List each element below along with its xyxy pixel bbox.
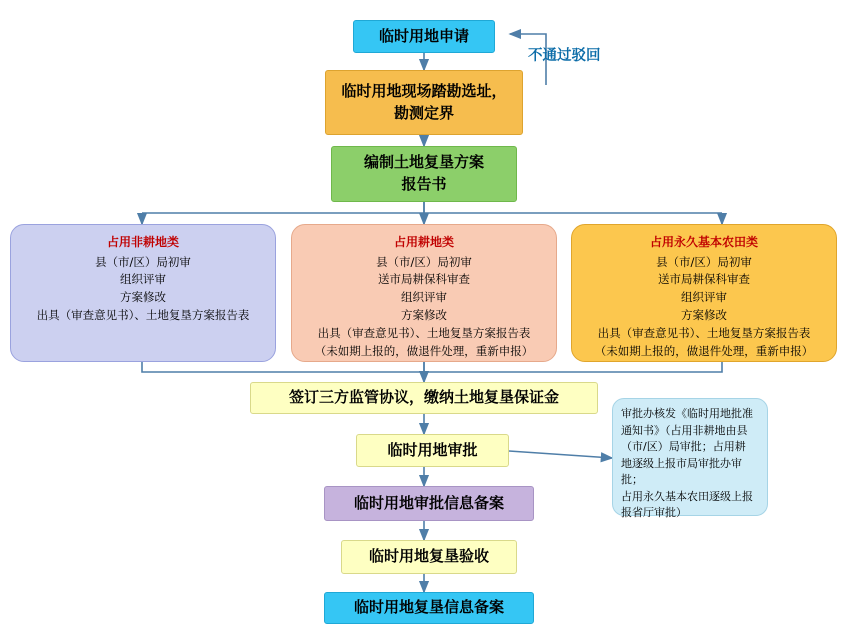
node-site-survey[interactable] <box>325 70 523 135</box>
panel-permanent-basic-farmland-line-3: 组织评审 <box>681 290 727 305</box>
panel-farmland[interactable] <box>291 224 557 362</box>
panel-farmland-line-3: 组织评审 <box>401 290 447 305</box>
node-reclamation-plan[interactable] <box>331 146 517 202</box>
note-line-6: 报省厅审批） <box>621 506 687 519</box>
panel-permanent-basic-farmland-line-5: 出具（审查意见书）、土地复垦方案报告表 <box>597 325 811 340</box>
note-line-3: （市/区）局审批；占用耕 <box>621 440 746 453</box>
panel-farmland-line-6: （未如期上报的，做退件处理，重新申报） <box>314 343 534 358</box>
note-line-5: 占用永久基本农田逐级上报 <box>621 489 753 503</box>
panel-farmland-line-2: 送市局耕保科审查 <box>378 272 470 287</box>
node-reclamation-plan-line2: 报告书 <box>401 175 447 193</box>
panel-non-farmland-line-4: 出具（审查意见书）、土地复垦方案报告表 <box>36 308 250 323</box>
node-temporary-land-approval-label: 临时用地审批 <box>387 440 478 459</box>
panel-permanent-basic-farmland-title: 占用永久基本农田类 <box>649 235 758 249</box>
panel-farmland-line-4: 方案修改 <box>401 308 447 323</box>
node-site-survey-line1: 临时用地现场踏勘选址， <box>341 81 507 100</box>
node-approval-record[interactable] <box>324 486 534 521</box>
panel-non-farmland-title: 占用非耕地类 <box>106 235 179 249</box>
node-supervision-agreement[interactable] <box>250 382 598 414</box>
node-apply-label: 临时用地申请 <box>378 26 469 45</box>
node-reclamation-acceptance-label: 临时用地复垦验收 <box>368 547 489 566</box>
panel-non-farmland-line-1: 县（市/区）局初审 <box>95 254 191 269</box>
panel-farmland-title: 占用耕地类 <box>393 235 454 249</box>
note-approval-issuance <box>612 398 768 519</box>
reject-label: 不通过驳回 <box>528 48 601 64</box>
panel-non-farmland-line-2: 组织评审 <box>120 272 166 287</box>
panel-permanent-basic-farmland-line-2: 送市局耕保科审查 <box>658 272 750 287</box>
node-reclamation-plan-line1: 编制土地复垦方案 <box>363 153 484 172</box>
panel-permanent-basic-farmland-line-4: 方案修改 <box>681 308 727 323</box>
panel-permanent-basic-farmland-line-1: 县（市/区）局初审 <box>656 254 752 269</box>
panel-non-farmland[interactable] <box>10 224 276 362</box>
node-temporary-land-approval[interactable] <box>356 434 509 467</box>
node-reclamation-record[interactable] <box>324 592 534 624</box>
note-line-4: 地逐级上报市局审批办审批； <box>621 456 742 486</box>
panel-non-farmland-line-3: 方案修改 <box>120 290 166 305</box>
panel-permanent-basic-farmland[interactable] <box>571 224 837 362</box>
note-line-1: 审批办核发《临时用地批准 <box>621 407 753 420</box>
panel-farmland-line-5: 出具（审查意见书）、土地复垦方案报告表 <box>317 325 531 340</box>
node-reclamation-acceptance[interactable] <box>341 540 517 574</box>
node-apply[interactable] <box>353 20 495 53</box>
panel-permanent-basic-farmland-line-6: （未如期上报的，做退件处理，重新申报） <box>594 343 814 358</box>
panel-farmland-line-1: 县（市/区）局初审 <box>376 254 472 269</box>
node-site-survey-line2: 勘测定界 <box>393 103 454 122</box>
node-approval-record-label: 临时用地审批信息备案 <box>353 493 504 512</box>
node-reclamation-record-label: 临时用地复垦信息备案 <box>353 598 504 617</box>
node-supervision-agreement-label: 签订三方监管协议，缴纳土地复垦保证金 <box>288 388 559 407</box>
note-line-2: 通知书》（占用非耕地由县 <box>621 423 748 437</box>
